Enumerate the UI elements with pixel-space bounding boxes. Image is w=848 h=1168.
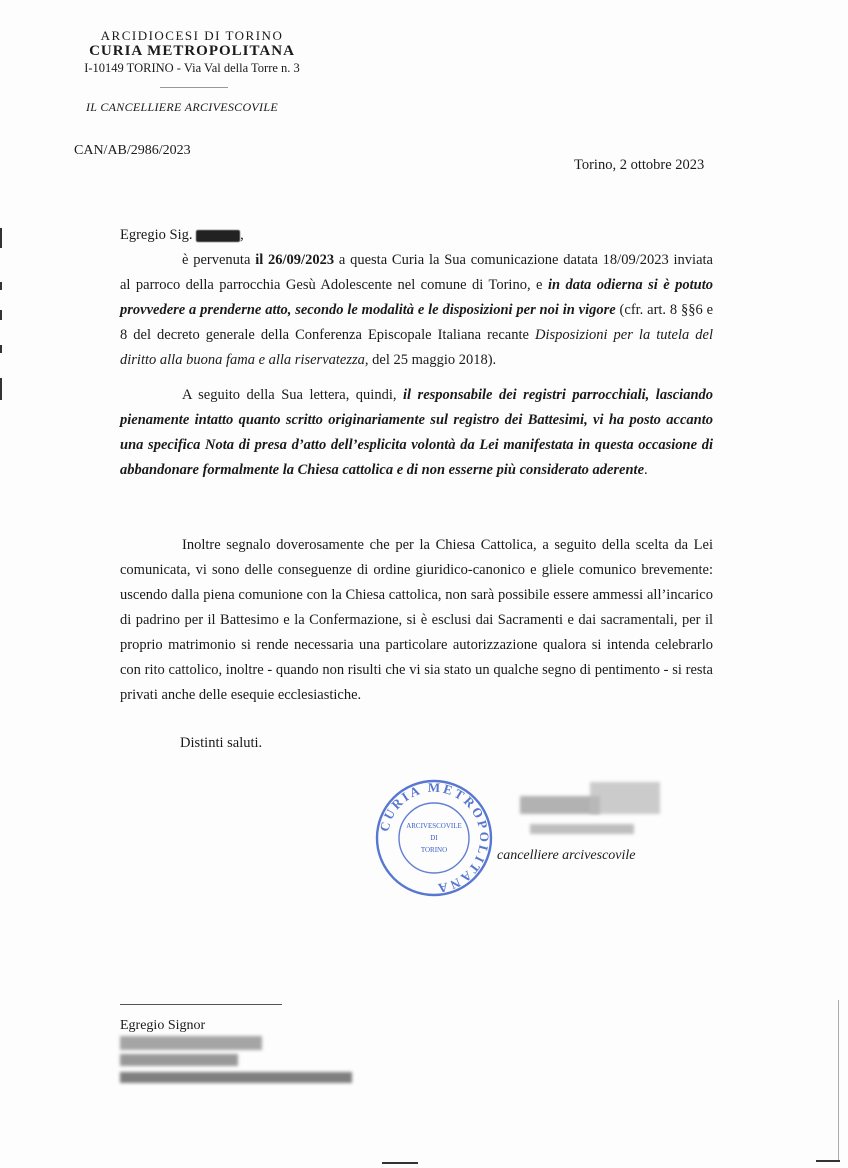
scan-mark: [0, 228, 2, 248]
scan-mark: [0, 310, 2, 320]
p2-text-1: A seguito della Sua lettera, quindi,: [182, 387, 403, 403]
protocol-number: CAN/AB/2986/2023: [74, 143, 191, 158]
p1-text-3: (cfr. art. 8 §§6 e 8 del decreto generale della Conferenza Episcopale Italiana recante: [120, 302, 713, 343]
signatory-title: cancelliere arcivescovile: [497, 848, 636, 863]
stamp-inner-line-3: TORINO: [420, 846, 448, 854]
paragraph-2: [120, 383, 713, 483]
salutation: [120, 227, 244, 244]
stamp-outer-text: CURIA METROPOLITANA: [376, 779, 493, 897]
letterhead-archdiocese: ARCIDIOCESI DI TORINO: [100, 28, 284, 43]
scan-mark: [0, 378, 2, 400]
scan-mark: [816, 1160, 840, 1162]
letterhead-office: IL CANCELLIERE ARCIVESCOVILE: [86, 100, 278, 114]
scan-mark: [0, 345, 2, 353]
address-divider: [120, 1004, 282, 1005]
curia-stamp: [374, 778, 494, 898]
p2-bold-italic: il responsabile dei registri parrocchiali, lasciando pienamente intatto quanto scritto originariamente sul registro dei Battesimi, vi ha posto accanto una specifica Nota di presa d’atto dell’esplicita volontà da Lei manifestata in questa occasione di abbandonare formalmente la Chiesa cattolica e di non esserne più considerato aderente: [120, 387, 714, 478]
p1-text-4: , del 25 maggio 2018).: [364, 352, 497, 368]
paragraph-3: [120, 533, 713, 708]
date-line: Torino, 2 ottobre 2023: [574, 157, 705, 173]
signature-redacted: [520, 778, 680, 838]
salutation-prefix: Egregio Sig.: [120, 227, 193, 243]
recipient-address-redacted: [120, 1034, 360, 1086]
scan-mark: [382, 1162, 418, 1164]
p2-text-2: .: [644, 462, 648, 478]
scan-mark: [0, 282, 2, 290]
p1-text-2: a questa Curia la Sua comunicazione datata 18/09/2023 inviata al parroco della parrocchia Gesù Adolescente nel comune di Torino, e: [120, 252, 713, 293]
paragraph-1: [120, 248, 713, 373]
letterhead-address: I-10149 TORINO - Via Val della Torre n. 3: [84, 61, 300, 75]
letterhead-curia: CURIA METROPOLITANA: [89, 43, 295, 59]
p1-italic-title: Disposizioni per la tutela del diritto alla buona fama e alla riservatezza: [120, 327, 714, 368]
salutation-suffix: ,: [240, 227, 244, 243]
p1-text-1: è pervenuta: [182, 252, 256, 268]
letterhead-divider: [160, 87, 228, 88]
scan-mark: [838, 1000, 839, 1160]
p3-text: Inoltre segnalo doverosamente che per la Chiesa Cattolica, a seguito della scelta da Lei comunicata, vi sono delle conseguenze di ordine giuridico-canonico e gliele comunico brevemente: uscendo dalla piena comunione con la Chiesa cattolica, non sarà possibile essere ammessi all’incarico di padrino per il Battesimo e la Confermazione, si è esclusi dai Sacramenti e dai sacramentali, per il proprio matrimonio si rende necessaria una particolare autorizzazione qualora si intenda celebrarlo con rito cattolico, inoltre - quando non risulti che vi sia stato un qualche segno di pentimento - si resta privati anche delle esequie ecclesiastiche.: [120, 537, 713, 703]
p1-bold-date: il 26/09/2023: [255, 252, 335, 268]
recipient-title: Egregio Signor: [120, 1018, 206, 1033]
stamp-inner-line-2: DI: [430, 834, 438, 842]
stamp-inner-line-1: ARCIVESCOVILE: [406, 822, 462, 830]
p1-bold-italic: in data odierna si è potuto provvedere a prenderne atto, secondo le modalità e le disposizioni per noi in vigore: [120, 277, 713, 318]
closing: Distinti saluti.: [180, 735, 263, 751]
redacted-name: [196, 230, 240, 242]
